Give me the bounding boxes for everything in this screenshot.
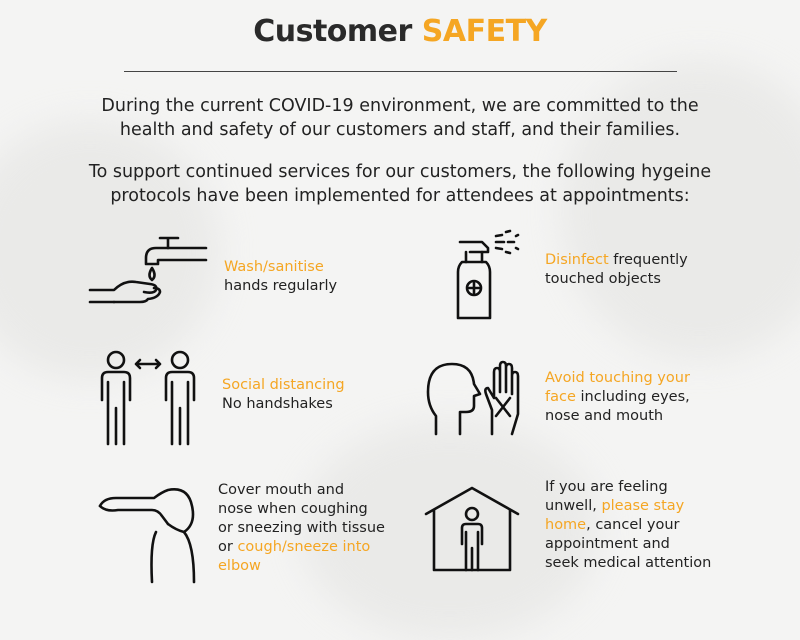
wash-caption [224, 258, 337, 296]
intro-line: health and safety of our customers and staff, and their families. [119, 120, 681, 140]
wash-highlight: Wash/sanitise [224, 259, 324, 275]
unwell-line-3 [545, 516, 711, 535]
spray-bottle-icon [452, 222, 524, 322]
distancing-caption [222, 376, 345, 414]
intro-paragraph-2 [40, 160, 760, 208]
cough-line-3: or sneezing with tissue [218, 520, 385, 536]
title-divider [124, 71, 677, 72]
unwell-highlight-1: please stay [601, 498, 685, 514]
stay-home-icon [422, 484, 522, 574]
disinfect-rest: frequently [608, 252, 688, 268]
disinfect-highlight: Disinfect [545, 252, 609, 268]
unwell-line-2 [545, 497, 711, 516]
cough-elbow-icon [96, 484, 202, 584]
face-line-2 [545, 388, 690, 407]
page-title [0, 14, 800, 49]
cough-line-2: nose when coughing [218, 501, 368, 517]
hand-washing-icon [88, 232, 208, 314]
intro-paragraph-1 [40, 94, 760, 142]
intro-line: During the current COVID-19 environment, we are committed to the [101, 96, 699, 116]
unwell-highlight-2: home [545, 517, 587, 533]
unwell-line-5: seek medical attention [545, 555, 712, 571]
intro-line: protocols have been implemented for attendees at appointments: [110, 186, 690, 206]
intro-line: To support continued services for our customers, the following hygeine [88, 162, 712, 182]
cough-pre: or [218, 539, 238, 555]
face-line-3: nose and mouth [545, 408, 664, 424]
face-caption [545, 369, 690, 426]
unwell-caption [545, 478, 711, 573]
no-face-touch-icon [426, 358, 522, 436]
title-dark: Customer [253, 14, 412, 49]
social-distancing-icon [96, 348, 202, 446]
disinfect-line-1 [545, 251, 688, 270]
wash-line: hands regularly [224, 278, 338, 294]
cough-line-4 [218, 538, 385, 557]
cough-line-1: Cover mouth and [218, 482, 345, 498]
cough-highlight-2: elbow [218, 558, 261, 574]
unwell-line-4: appointment and [545, 536, 670, 552]
disinfect-line-2: touched objects [545, 271, 661, 287]
face-highlight-1: Avoid touching your [545, 370, 690, 386]
face-rest: including eyes, [575, 389, 690, 405]
distancing-highlight: Social distancing [222, 377, 345, 393]
distancing-line: No handshakes [222, 396, 333, 412]
face-highlight-2: face [545, 389, 576, 405]
cough-highlight-1: cough/sneeze into [237, 539, 371, 555]
cough-caption [218, 481, 385, 576]
unwell-line-1: If you are feeling [545, 479, 668, 495]
disinfect-caption [545, 251, 688, 289]
unwell-pre: unwell, [545, 498, 602, 514]
unwell-rest: , cancel your [586, 517, 680, 533]
title-accent: SAFETY [421, 14, 547, 49]
